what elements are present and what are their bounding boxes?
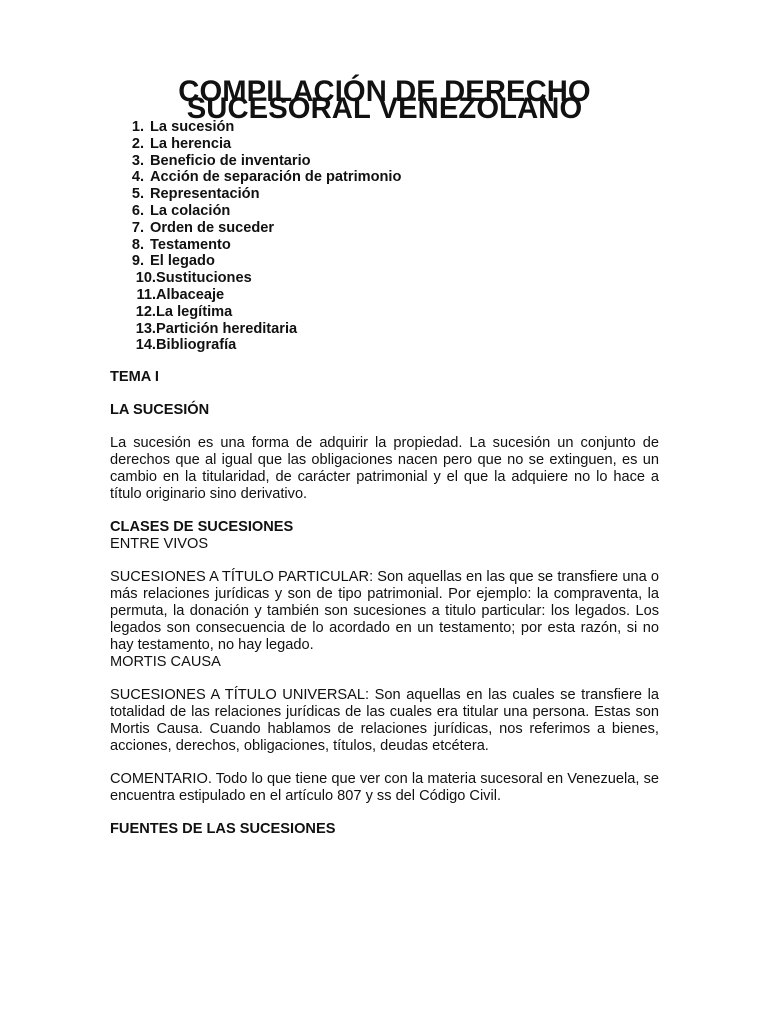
toc-item-number: 6. <box>131 202 144 219</box>
toc-item-label: Testamento <box>150 236 231 253</box>
toc-item-number: 8. <box>131 236 144 253</box>
toc-item <box>110 169 659 186</box>
toc-item <box>110 337 659 354</box>
subheading-mortis-causa: MORTIS CAUSA <box>110 654 221 671</box>
table-of-contents <box>110 119 659 354</box>
paragraph-sucesion: La sucesión es una forma de adquirir la propiedad. La sucesión un conjunto de derechos que al igual que las obligaciones nacen pero que no se extinguen, es un cambio en la titularidad, de carácter patrimonial y el que la adquiere no lo hace a título originario sino derivativo. <box>110 435 659 503</box>
chapter-heading: TEMA I <box>110 369 159 386</box>
toc-item <box>110 186 659 203</box>
toc-item <box>110 270 659 287</box>
toc-item-label: Acción de separación de patrimonio <box>150 169 402 186</box>
toc-item-label: Partición hereditaria <box>156 320 298 337</box>
toc-item-label: La herencia <box>150 135 232 152</box>
toc-item <box>110 237 659 254</box>
toc-item-number: 2. <box>131 135 144 152</box>
toc-item-label: La sucesión <box>150 119 235 135</box>
toc-item-number: 1. <box>131 119 144 135</box>
toc-item <box>110 153 659 170</box>
paragraph-titulo-universal: SUCESIONES A TÍTULO UNIVERSAL: Son aquellas en las cuales se transfiere la totalidad de las relaciones jurídicas de las cuales era titular una persona. Estas son Mortis Causa. Cuando hablamos de relaciones jurídicas, nos referimos a bienes, acciones, derechos, obligaciones, títulos, deudas etcétera. <box>110 687 659 755</box>
toc-item-label: Beneficio de inventario <box>150 152 311 169</box>
toc-item-number: 13. <box>135 320 156 337</box>
document-page <box>110 76 659 838</box>
toc-item-label: Bibliografía <box>156 337 237 354</box>
toc-item-number: 9. <box>131 253 144 270</box>
toc-item <box>110 253 659 270</box>
subheading-entre-vivos: ENTRE VIVOS <box>110 536 209 553</box>
toc-item-label: Orden de suceder <box>150 219 275 236</box>
toc-item-number: 3. <box>131 152 144 169</box>
section-heading-sucesion: LA SUCESIÓN <box>110 402 210 419</box>
toc-item-label: La legítima <box>156 303 233 320</box>
section-heading-fuentes: FUENTES DE LAS SUCESIONES <box>110 821 336 838</box>
toc-item-label: El legado <box>150 253 215 270</box>
toc-item-label: Sustituciones <box>156 270 252 287</box>
toc-item <box>110 220 659 237</box>
toc-item-label: Albaceaje <box>156 286 225 303</box>
toc-item <box>110 136 659 153</box>
section-heading-clases: CLASES DE SUCESIONES <box>110 519 294 536</box>
toc-item-number: 12. <box>135 303 156 320</box>
toc-item-label: La colación <box>150 202 231 219</box>
toc-item-label: Representación <box>150 186 260 203</box>
paragraph-titulo-particular: SUCESIONES A TÍTULO PARTICULAR: Son aquellas en las que se transfiere una o más relaciones jurídicas y son de tipo patrimonial. Por ejemplo: la compraventa, la permuta, la donación y también son sucesiones a titulo particular: los legados. Los legados son consecuencia de lo acordado en un testamento; por esta razón, si no hay testamento, no hay legado. <box>110 569 659 654</box>
toc-item <box>110 203 659 220</box>
toc-item-number: 7. <box>131 219 144 236</box>
paragraph-comentario: COMENTARIO. Todo lo que tiene que ver con la materia sucesoral en Venezuela, se encuentra estipulado en el artículo 807 y ss del Código Civil. <box>110 771 659 805</box>
toc-item-number: 10. <box>135 270 156 287</box>
toc-item-number: 4. <box>131 169 144 186</box>
document-title: COMPILACIÓN DE DERECHO SUCESORAL VENEZOLANO <box>178 76 591 125</box>
toc-item-number: 5. <box>131 186 144 203</box>
toc-item-number: 11. <box>136 286 156 303</box>
toc-item <box>110 304 659 321</box>
toc-item <box>110 321 659 338</box>
toc-item <box>110 287 659 304</box>
toc-item-number: 14. <box>135 337 156 354</box>
